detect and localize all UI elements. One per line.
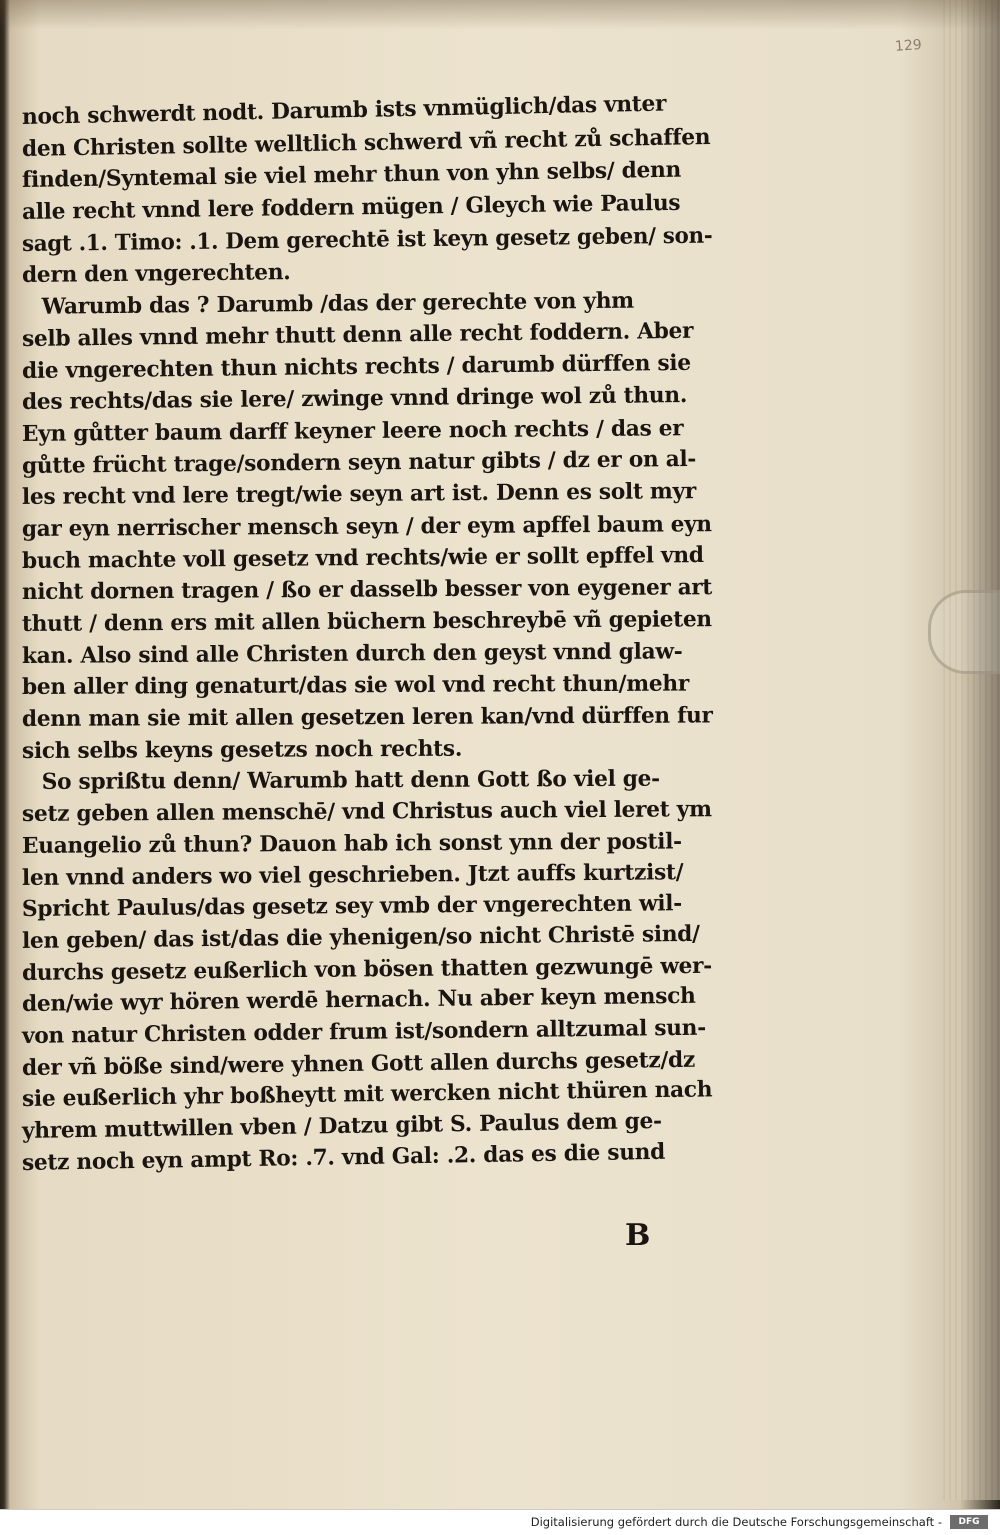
text-line: les recht vnd lere tregt/wie seyn art ist. Denn es solt myr <box>21 478 697 511</box>
text-line: noch schwerdt nodt. Darumb ists vnmüglich/das vnter <box>21 90 667 130</box>
printed-text-block <box>21 90 722 1179</box>
text-line: ben aller ding genaturt/das sie wol vnd recht thun/mehr <box>21 670 690 701</box>
text-line: Warumb das ? Darumb /das der gerechte von yhm <box>41 287 635 320</box>
text-line: kan. Also sind alle Christen durch den geyst vnnd glaw- <box>21 638 683 669</box>
text-line: durchs gesetz eußerlich von bösen thatten gezwungē wer- <box>21 952 713 986</box>
signature-mark: B <box>625 1218 651 1253</box>
text-line: den Christen sollte welltlich schwerd vñ recht zů schaffen <box>21 123 711 162</box>
text-line: denn man sie mit allen gesetzen leren kan/vnd dürffen fur <box>21 702 713 733</box>
text-line: dern den vngerechten. <box>21 259 291 289</box>
text-line: alle recht vnnd lere foddern mügen / Gleych wie Paulus <box>21 189 681 226</box>
text-line: setz geben allen menschē/ vnd Christus auch viel leret ym <box>21 796 712 828</box>
text-line: sich selbs keyns gesetzs noch rechts. <box>21 735 463 764</box>
text-line: Eyn gůtter baum darff keyner leere noch rechts / das er <box>21 415 684 447</box>
text-line: die vngerechten thun nichts rechts / darumb dürffen sie <box>21 349 691 384</box>
footer-credit: Digitalisierung gefördert durch die Deutsche Forschungsgemeinschaft - <box>530 1515 942 1529</box>
text-line: setz noch eyn ampt Ro: .7. vnd Gal: .2. das es die sund <box>21 1138 666 1176</box>
text-line: So sprißtu denn/ Warumb hatt denn Gott ßo viel ge- <box>41 766 660 796</box>
text-line: des rechts/das sie lere/ zwinge vnnd dringe wol zů thun. <box>21 382 688 416</box>
text-line: finden/Syntemal sie viel mehr thun von yhn selbs/ denn <box>21 157 682 194</box>
text-line: den/wie wyr hören werdē hernach. Nu aber keyn mensch <box>21 983 696 1018</box>
text-line: yhrem muttwillen vben / Datzu gibt S. Paulus dem ge- <box>21 1107 662 1144</box>
text-line: thutt / denn ers mit allen büchern beschreybē vñ gepieten <box>21 606 712 637</box>
text-line: von natur Christen odder frum ist/sondern alltzumal sun- <box>21 1014 706 1049</box>
text-line: sie eußerlich yhr boßheytt mit wercken nicht thüren nach <box>21 1076 713 1113</box>
text-line: sagt .1. Timo: .1. Dem gerechtē ist keyn gesetz geben/ son- <box>21 222 713 257</box>
text-line: gůtte frücht trage/sondern seyn natur gibts / dz er on al- <box>21 445 697 479</box>
stacked-page-edges <box>940 0 1000 1500</box>
text-line: Spricht Paulus/das gesetz sey vmb der vngerechten wil- <box>21 890 682 923</box>
text-line: buch machte voll gesetz vnd rechts/wie er sollt epffel vnd <box>21 541 704 574</box>
gutter-shadow <box>0 0 1000 30</box>
text-line: len geben/ das ist/das die yhenigen/so nicht Christē sind/ <box>21 920 700 954</box>
text-line: Euangelio zů thun? Dauon hab ich sonst ynn der postil- <box>21 828 682 859</box>
text-line: len vnnd anders wo viel geschrieben. Jtzt auffs kurtzist/ <box>21 858 684 891</box>
footer-bar <box>0 1509 1000 1535</box>
dfg-logo: DFG <box>950 1515 988 1529</box>
text-line: selb alles vnnd mehr thutt denn alle recht foddern. Aber <box>21 317 694 352</box>
folio-number: 129 <box>894 37 923 55</box>
text-line: der vñ böße sind/were yhnen Gott allen durchs gesetz/dz <box>21 1046 696 1081</box>
text-line: nicht dornen tragen / ßo er dasselb besser von eygener art <box>21 574 713 606</box>
text-line: gar eyn nerrischer mensch seyn / der eym apffel baum eyn <box>21 511 712 542</box>
book-clamp <box>928 590 1000 674</box>
